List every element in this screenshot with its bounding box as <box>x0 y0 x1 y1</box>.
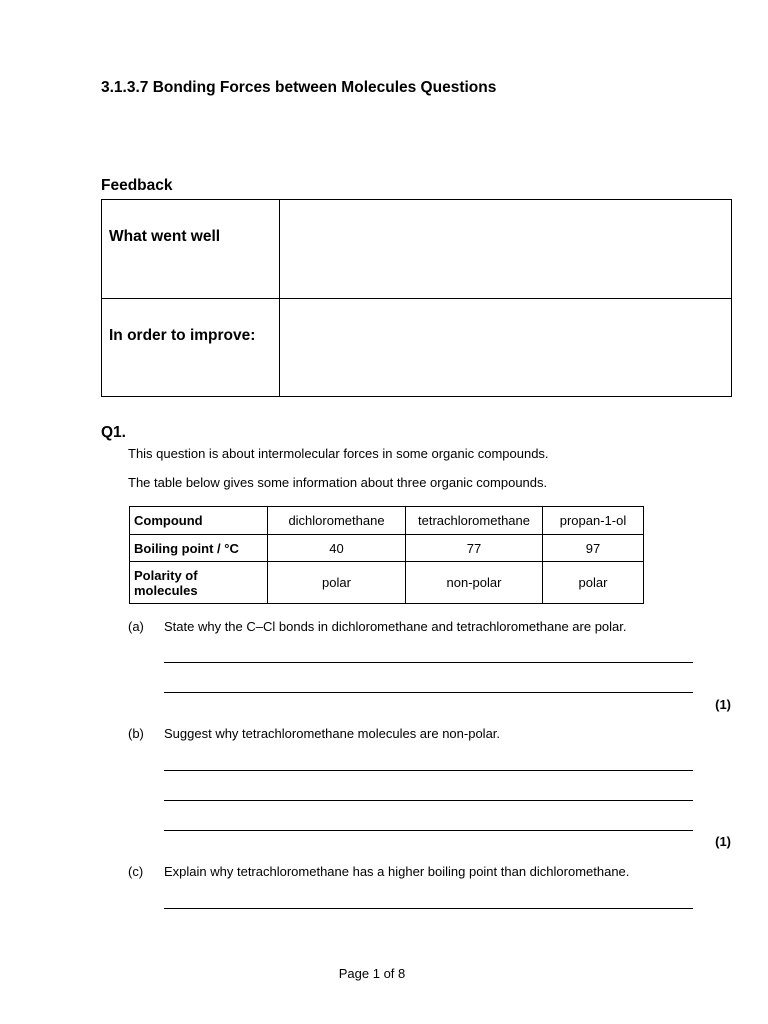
what-went-well-label: What went well <box>109 228 221 245</box>
table-cell: non-polar <box>406 562 543 604</box>
answer-line[interactable] <box>164 770 693 771</box>
in-order-to-improve-field[interactable] <box>280 298 732 397</box>
answer-line[interactable] <box>164 692 693 693</box>
answer-line[interactable] <box>164 662 693 663</box>
in-order-to-improve-label: In order to improve: <box>109 326 256 344</box>
table-row-head: Polarity of molecules <box>130 562 268 604</box>
table-header-cell: dichloromethane <box>268 507 406 535</box>
table-header-cell: tetrachloromethane <box>406 507 543 535</box>
part-b-marks: (1) <box>715 834 731 849</box>
table-header-cell: Compound <box>130 507 268 535</box>
answer-line[interactable] <box>164 908 693 909</box>
table-row <box>130 562 644 604</box>
compound-table <box>129 506 644 604</box>
table-cell: 97 <box>543 535 644 562</box>
part-c-letter: (c) <box>128 864 144 879</box>
table-row-head: Boiling point / °C <box>130 535 268 562</box>
table-header-cell: propan-1-ol <box>543 507 644 535</box>
table-cell: polar <box>543 562 644 604</box>
table-cell: 77 <box>406 535 543 562</box>
part-a-letter: (a) <box>128 619 144 634</box>
question-intro-1: This question is about intermolecular forces in some organic compounds. <box>128 446 549 461</box>
question-label: Q1. <box>101 424 126 441</box>
part-b-text: Suggest why tetrachloromethane molecules are non-polar. <box>164 726 501 741</box>
feedback-label-cell <box>102 298 280 397</box>
answer-line[interactable] <box>164 830 693 831</box>
answer-line[interactable] <box>164 800 693 801</box>
table-cell: polar <box>268 562 406 604</box>
table-row <box>130 535 644 562</box>
feedback-row-went-well <box>102 200 732 299</box>
part-a-text: State why the C–Cl bonds in dichloromethane and tetrachloromethane are polar. <box>164 619 627 634</box>
part-a-marks: (1) <box>715 697 731 712</box>
feedback-table <box>101 199 732 397</box>
page-number: Page 1 of 8 <box>338 966 406 981</box>
what-went-well-field[interactable] <box>280 200 732 299</box>
feedback-heading: Feedback <box>101 177 173 194</box>
table-cell: 40 <box>268 535 406 562</box>
table-header-row <box>130 507 644 535</box>
part-b-letter: (b) <box>128 726 144 741</box>
part-c-text: Explain why tetrachloromethane has a higher boiling point than dichloromethane. <box>164 864 630 879</box>
feedback-row-improve <box>102 298 732 397</box>
question-intro-2: The table below gives some information about three organic compounds. <box>128 475 548 490</box>
feedback-label-cell <box>102 200 280 299</box>
document-title: 3.1.3.7 Bonding Forces between Molecules Questions <box>101 79 497 96</box>
